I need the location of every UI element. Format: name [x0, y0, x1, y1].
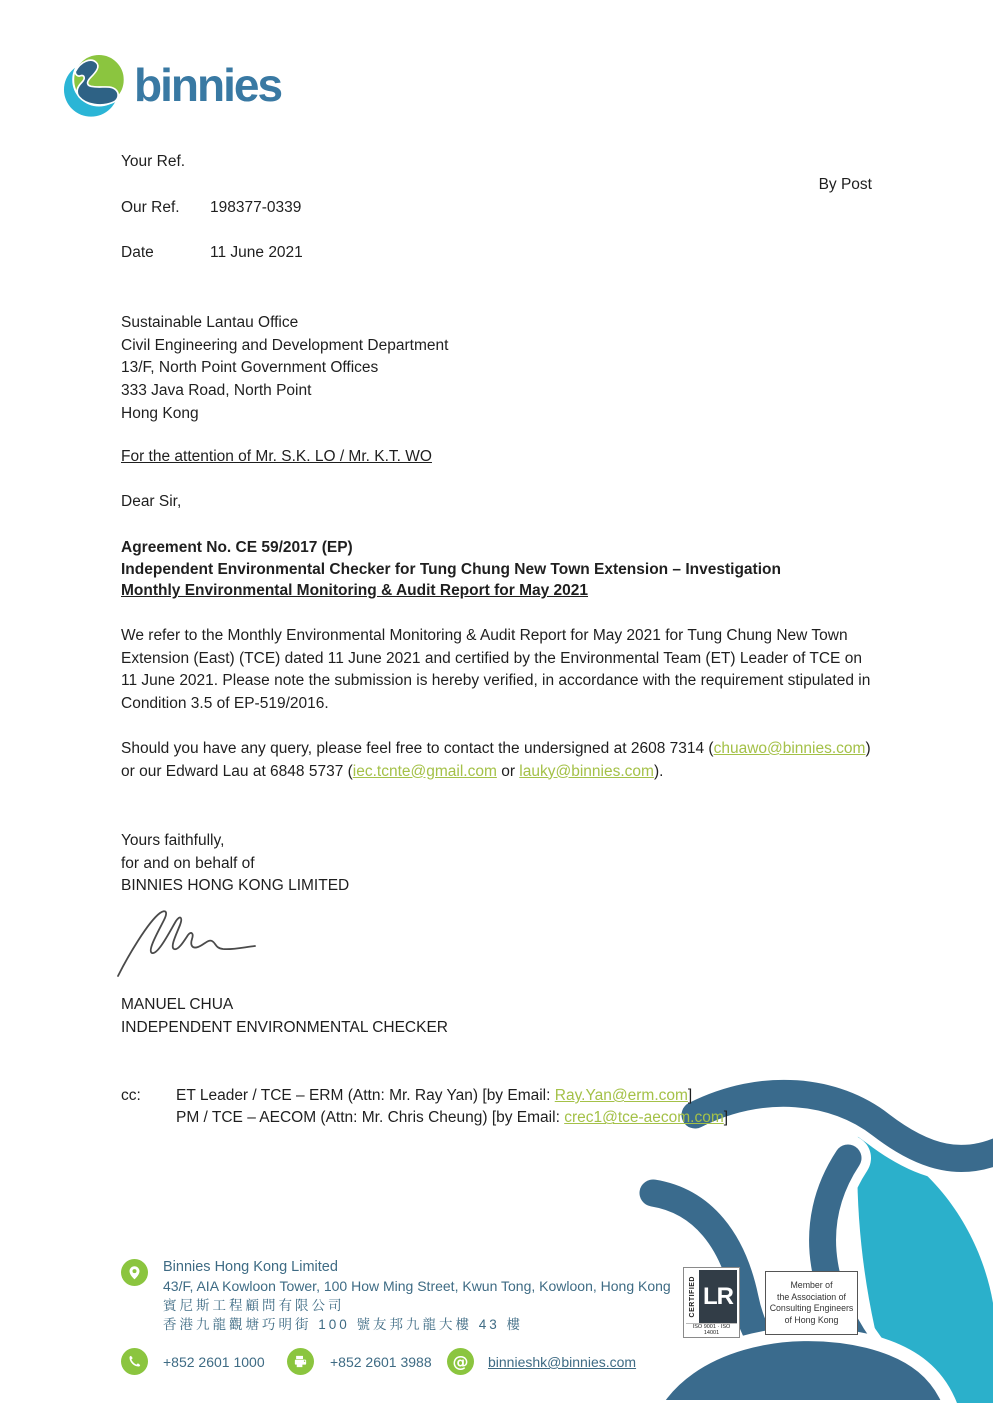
email-link-crec1[interactable]: crec1@tce-aecom.com — [564, 1109, 724, 1127]
iso-label: ISO 9001 · ISO 14001 — [686, 1323, 737, 1335]
subject-line-2: Independent Environmental Checker for Tung Chung New Town Extension – Investigation — [121, 560, 781, 578]
footer-phone-number: +852 2601 1000 — [163, 1354, 265, 1370]
membership-line: the Association of — [777, 1291, 846, 1302]
body-text: Should you have any query, please feel free to contact the undersigned at 2608 7314 ( — [121, 740, 714, 757]
signatory-title: INDEPENDENT ENVIRONMENTAL CHECKER — [121, 1018, 448, 1036]
recipient-line: Hong Kong — [121, 404, 199, 422]
recipient-line: 13/F, North Point Government Offices — [121, 359, 379, 377]
your-ref-row — [121, 153, 185, 171]
footer-address-en: 43/F, AIA Kowloon Tower, 100 How Ming Street, Kwun Tong, Kowloon, Hong Kong — [163, 1278, 671, 1294]
email-link-iec[interactable]: iec.tcnte@gmail.com — [352, 762, 497, 780]
certified-label: CERTIFIED — [689, 1275, 696, 1318]
location-pin-icon — [121, 1259, 148, 1286]
recipient-line: Civil Engineering and Development Department — [121, 336, 449, 354]
body-paragraph-2 — [121, 738, 873, 783]
signature — [114, 906, 259, 981]
signatory-block — [121, 994, 448, 1039]
subject-line-3: Monthly Environmental Monitoring & Audit Report for May 2021 — [121, 582, 589, 600]
date-value: 11 June 2021 — [210, 244, 303, 261]
body-text: ) or our Edward Lau at 6848 5737 ( — [121, 740, 871, 780]
footer-fax-number: +852 2601 3988 — [330, 1354, 432, 1370]
delivery-method — [819, 176, 872, 194]
fax-icon — [287, 1348, 314, 1375]
cc-entry-text: ] — [687, 1087, 693, 1104]
salutation: Dear Sir, — [121, 493, 182, 510]
membership-line: Member of — [790, 1280, 833, 1290]
body-text: or — [496, 762, 520, 780]
email-at-icon — [447, 1348, 474, 1375]
cc-entry-text: PM / TCE – AECOM (Attn: Mr. Chris Cheung) [by Email: — [176, 1109, 565, 1127]
footer-email-link[interactable]: binnieshk@binnies.com — [488, 1354, 637, 1370]
footer-address-zh: 香港九龍觀塘巧明街 100 號友邦九龍大樓 43 樓 — [163, 1317, 524, 1332]
at-glyph: @ — [452, 1352, 469, 1371]
lr-certification-mark — [683, 1267, 740, 1338]
subject-block — [121, 537, 881, 602]
body-paragraph-1: We refer to the Monthly Environmental Monitoring & Audit Report for May 2021 for Tung Chung New Town Extension (East) (TCE) dated 11 June 2021 and certified by the Environmental Team (ET) Leader of TCE on 11 June 2021. Please note the submission is hereby verified, in accordance with the requirement stipulated in Condition 3.5 of EP-519/2016. — [121, 627, 871, 713]
closing-line: Yours faithfully, — [121, 832, 225, 849]
closing-line: for and on behalf of — [121, 854, 255, 872]
our-ref-label: Our Ref. — [121, 199, 180, 216]
lr-logo: LR — [699, 1270, 737, 1323]
cc-entry — [176, 1107, 728, 1129]
attention-line: For the attention of Mr. S.K. LO / Mr. K.T. WO — [121, 448, 432, 465]
footer-address-block — [163, 1258, 671, 1334]
closing-block — [121, 830, 349, 898]
cc-entry-text: ] — [723, 1109, 729, 1127]
membership-line: Consulting Engineers — [769, 1303, 854, 1313]
email-link-rayyan[interactable]: Ray.Yan@erm.com — [554, 1087, 688, 1104]
recipient-line: Sustainable Lantau Office — [121, 314, 299, 331]
by-post-label: By Post — [818, 176, 872, 193]
membership-badge — [765, 1271, 858, 1335]
subject-line-1: Agreement No. CE 59/2017 (EP) — [121, 539, 353, 556]
binnies-logo — [62, 52, 281, 118]
signatory-name: MANUEL CHUA — [121, 996, 234, 1013]
footer-company-zh: 賓尼斯工程顧問有限公司 — [163, 1298, 345, 1313]
cc-entry-text: ET Leader / TCE – ERM (Attn: Mr. Ray Yan) [by Email: — [176, 1087, 555, 1104]
body-text: ). — [653, 762, 664, 780]
cc-label: cc: — [121, 1087, 141, 1104]
footer-company-name: Binnies Hong Kong Limited — [163, 1259, 338, 1275]
cc-block — [121, 1085, 728, 1130]
recipient-line: 333 Java Road, North Point — [121, 382, 312, 400]
binnies-logo-icon — [62, 52, 128, 118]
binnies-wordmark: binnies — [134, 59, 282, 111]
email-link-chuawo[interactable]: chuawo@binnies.com — [713, 740, 866, 757]
recipient-address — [121, 312, 448, 426]
date-row — [121, 244, 303, 262]
phone-icon — [121, 1348, 148, 1375]
your-ref-label: Your Ref. — [121, 153, 186, 170]
closing-line: BINNIES HONG KONG LIMITED — [121, 877, 350, 895]
cc-entry — [176, 1085, 728, 1107]
our-ref-row — [121, 199, 301, 217]
email-link-lauky[interactable]: lauky@binnies.com — [519, 762, 654, 780]
membership-line: of Hong Kong — [784, 1314, 839, 1325]
our-ref-value: 198377-0339 — [210, 199, 302, 216]
date-label: Date — [121, 244, 154, 261]
